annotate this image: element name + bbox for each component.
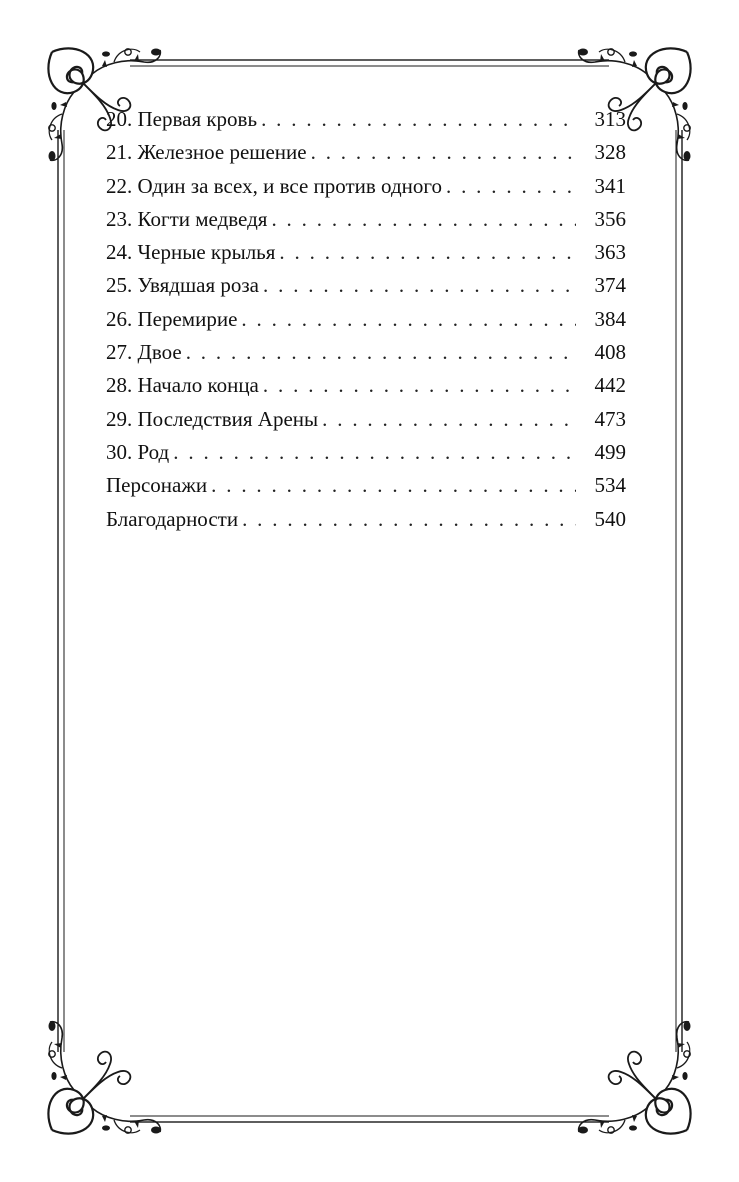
toc-entry-page: 363 xyxy=(594,240,626,265)
toc-dot-leader xyxy=(242,503,576,536)
toc-entry-page: 499 xyxy=(594,439,626,464)
toc-dot-leader xyxy=(186,336,576,369)
toc-dot-leader xyxy=(311,136,576,169)
toc-entry-title: 21. Железное решение xyxy=(106,140,307,165)
toc-entry-page: 534 xyxy=(594,473,626,498)
toc-dot-leader xyxy=(241,303,576,336)
toc-entry-title: Персонажи xyxy=(106,473,208,498)
toc-entry-page: 341 xyxy=(594,173,626,198)
toc-entry-title: 26. Перемирие xyxy=(106,306,238,331)
toc-entry-title: Благодарности xyxy=(106,506,239,531)
toc-entry[interactable] xyxy=(106,336,626,369)
toc-dot-leader xyxy=(322,403,576,436)
toc-dot-leader xyxy=(263,369,576,402)
toc-entry-page: 473 xyxy=(594,406,626,431)
toc-entry[interactable] xyxy=(106,369,626,402)
toc-dot-leader xyxy=(446,170,576,203)
toc-entry[interactable] xyxy=(106,303,626,336)
toc-entry-title: 25. Увядшая роза xyxy=(106,273,259,298)
toc-entry-page: 374 xyxy=(594,273,626,298)
toc-entry-title: 27. Двое xyxy=(106,340,182,365)
toc-entry-page: 356 xyxy=(594,206,626,231)
toc-entry[interactable] xyxy=(106,136,626,169)
toc-entry-title: 20. Первая кровь xyxy=(106,107,258,131)
toc-entry-page: 408 xyxy=(594,340,626,365)
toc-entry-title: 22. Один за всех, и все против одного xyxy=(106,173,442,198)
toc-entry[interactable] xyxy=(106,269,626,302)
toc-entry-title: 23. Когти медведя xyxy=(106,206,268,231)
toc-entry[interactable] xyxy=(106,103,626,136)
table-of-contents xyxy=(106,103,626,536)
toc-entry-page: 328 xyxy=(594,140,626,165)
toc-dot-leader xyxy=(261,103,576,136)
toc-dot-leader xyxy=(173,436,576,469)
toc-entry-title: 29. Последствия Арены xyxy=(106,406,319,431)
toc-entry[interactable] xyxy=(106,469,626,502)
toc-entry-page: 384 xyxy=(594,306,626,331)
toc-entry-page: 540 xyxy=(594,506,626,531)
toc-entry[interactable] xyxy=(106,203,626,236)
toc-entry-page: 313 xyxy=(594,107,626,131)
toc-dot-leader xyxy=(263,269,576,302)
toc-entry[interactable] xyxy=(106,503,626,536)
toc-entry-title: 30. Род xyxy=(106,439,170,464)
toc-dot-leader xyxy=(279,236,576,269)
toc-entry[interactable] xyxy=(106,170,626,203)
toc-dot-leader xyxy=(271,203,576,236)
toc-dot-leader xyxy=(211,469,576,502)
toc-entry[interactable] xyxy=(106,236,626,269)
toc-entry[interactable] xyxy=(106,403,626,436)
toc-entry-title: 24. Черные крылья xyxy=(106,240,276,265)
toc-entry[interactable] xyxy=(106,436,626,469)
toc-entry-page: 442 xyxy=(594,373,626,398)
toc-entry-title: 28. Начало конца xyxy=(106,373,259,398)
